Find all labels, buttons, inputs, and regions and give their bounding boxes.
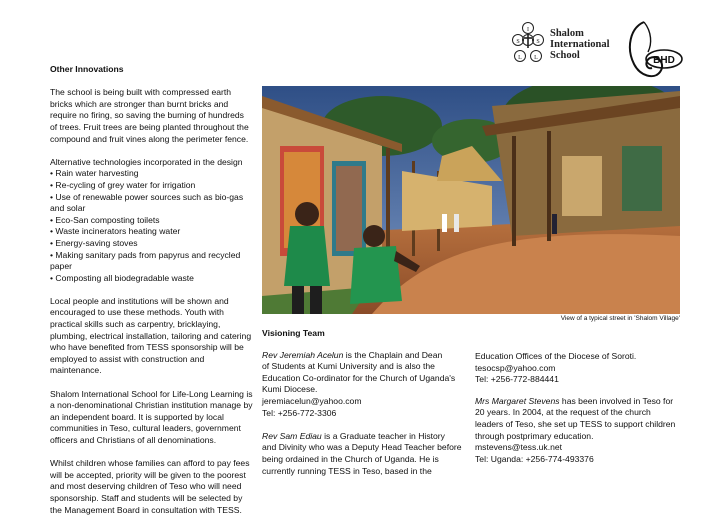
text-line: sponsorship. Staff and students will be selected by bbox=[50, 492, 243, 503]
text-line: an independent board. It is supported by local bbox=[50, 411, 224, 422]
paragraph bbox=[50, 389, 258, 447]
badge-letter: L bbox=[534, 55, 538, 61]
badge-letter: S bbox=[516, 39, 520, 45]
shalom-village-street-image bbox=[262, 86, 680, 314]
badge-letter: I bbox=[527, 27, 529, 33]
text-line: The school is being built with compressed earth bbox=[50, 87, 232, 98]
shalom-school-logo bbox=[508, 18, 618, 70]
person-name: Mrs Margaret Stevens bbox=[475, 395, 560, 406]
text-line: maintenance. bbox=[50, 365, 102, 376]
text-line: being ordained in the Church of Uganda. He is bbox=[262, 453, 439, 464]
badge-letter: L bbox=[518, 55, 522, 61]
text-line: and most deserving children of Teso who will need bbox=[50, 481, 242, 492]
text-line bbox=[262, 431, 474, 443]
text-line: currently running TESS in Teso, based in the bbox=[262, 465, 432, 476]
phone-text: Tel: Uganda: +256-774-493376 bbox=[475, 453, 594, 464]
list-item: • Composting all biodegradable waste bbox=[50, 272, 194, 283]
text-line: Local people and institutions will be shown and bbox=[50, 295, 229, 306]
school-name-line: International bbox=[550, 39, 610, 50]
text-line: plumbing, electrical installation, tailoring and catering bbox=[50, 330, 252, 341]
other-innovations-heading: Other Innovations bbox=[50, 64, 124, 74]
text-line: Alternative technologies incorporated in the design bbox=[50, 156, 243, 167]
text-line: of Students at Kumi University and is also the bbox=[262, 361, 435, 372]
text-line bbox=[475, 396, 685, 408]
text-line: who have benefited from TESS sponsorship will be bbox=[50, 342, 244, 353]
text-line: Education Offices of the Diocese of Soroti. bbox=[475, 351, 637, 361]
list-item: • Rain water harvesting bbox=[50, 168, 139, 179]
text-line: officers and Christians of all denominations. bbox=[50, 435, 217, 445]
visioning-team-heading: Visioning Team bbox=[262, 328, 325, 338]
list-item: paper bbox=[50, 261, 72, 272]
text-line: practical skills such as carpentry, bricklaying, bbox=[50, 319, 221, 330]
text-line: Education Co-ordinator for the Church of Uganda's bbox=[262, 372, 456, 383]
bhd-logo bbox=[622, 18, 684, 84]
phone-text: Tel: +256-772-884441 bbox=[475, 374, 559, 385]
paragraph bbox=[262, 431, 474, 477]
left-column bbox=[50, 64, 258, 528]
list-item: • Eco-San composting toilets bbox=[50, 214, 160, 225]
paragraph bbox=[50, 157, 258, 285]
paragraph bbox=[50, 458, 258, 516]
paragraph bbox=[50, 296, 258, 377]
email-text: mstevens@tess.uk.net bbox=[475, 442, 563, 453]
street-scene-image bbox=[262, 86, 680, 314]
person-desc: is a Graduate teacher in History bbox=[321, 430, 445, 441]
photo-caption: View of a typical street in 'Shalom Village' bbox=[560, 315, 680, 322]
text-line: and Divinity who was a Deputy Head Teacher before bbox=[262, 442, 462, 453]
phone-text: Tel: +256-772-3306 bbox=[262, 407, 337, 418]
visioning-team-column bbox=[262, 328, 474, 489]
list-item: and solar bbox=[50, 203, 86, 214]
school-name bbox=[550, 28, 610, 61]
text-line: Kumi Diocese. bbox=[262, 384, 318, 395]
school-badge-icon bbox=[508, 18, 548, 68]
person-name: Rev Sam Ediau bbox=[262, 430, 322, 441]
email-text: jeremiacelun@yahoo.com bbox=[262, 395, 362, 406]
text-line: of trees. Fruit trees are being planted throughout the bbox=[50, 121, 249, 132]
bhd-text: BHD bbox=[653, 55, 675, 66]
school-name-line: Shalom bbox=[550, 28, 584, 39]
paragraph bbox=[475, 351, 685, 386]
text-line bbox=[262, 350, 474, 362]
paragraph bbox=[262, 350, 474, 420]
badge-letter: S bbox=[536, 39, 540, 45]
person-name: Rev Jeremiah Acelun bbox=[262, 349, 344, 360]
right-column bbox=[475, 351, 685, 477]
text-line: employed to assist with construction and bbox=[50, 353, 205, 364]
text-line: a non-denominational Christian institution manage by bbox=[50, 400, 253, 411]
list-item: • Re-cycling of grey water for irrigation bbox=[50, 179, 196, 190]
paragraph bbox=[475, 396, 685, 466]
list-item: • Energy-saving stoves bbox=[50, 237, 138, 248]
paragraph bbox=[50, 87, 258, 145]
list-item: • Waste incinerators heating water bbox=[50, 226, 181, 237]
text-line: through postprimary education. bbox=[475, 430, 594, 441]
text-line: will be accepted, priority will be given to the poorest bbox=[50, 469, 246, 480]
text-line: encouraged to use these methods. Youth with bbox=[50, 307, 224, 318]
text-line: 20 years. In 2004, at the request of the church bbox=[475, 407, 651, 418]
text-line: require no firing, so saving the burning of hundreds bbox=[50, 110, 244, 121]
bhd-swirl-icon bbox=[622, 18, 684, 84]
text-line: communities in Teso, cultural leaders, government bbox=[50, 423, 241, 434]
text-line: Whilst children whose families can afford to pay fees bbox=[50, 458, 250, 469]
person-desc: is the Chaplain and Dean bbox=[343, 349, 443, 360]
text-line: the Management Board in consultation with TESS. bbox=[50, 504, 242, 515]
person-desc: has been involved in Teso for bbox=[559, 395, 674, 406]
list-item: • Use of renewable power sources such as bio-gas bbox=[50, 191, 244, 202]
text-line: Shalom International School for Life-Long Learning is bbox=[50, 388, 253, 399]
school-name-line: School bbox=[550, 50, 580, 61]
text-line: compound and fruit vines along the perimeter fence. bbox=[50, 133, 249, 144]
text-line: leaders of Teso, she set up TESS to support children bbox=[475, 418, 676, 429]
email-text: tesocsp@yahoo.com bbox=[475, 362, 556, 373]
text-line: bricks which are stronger than burnt bricks and bbox=[50, 98, 229, 109]
list-item: • Making sanitary pads from papyrus and recycled bbox=[50, 249, 241, 260]
